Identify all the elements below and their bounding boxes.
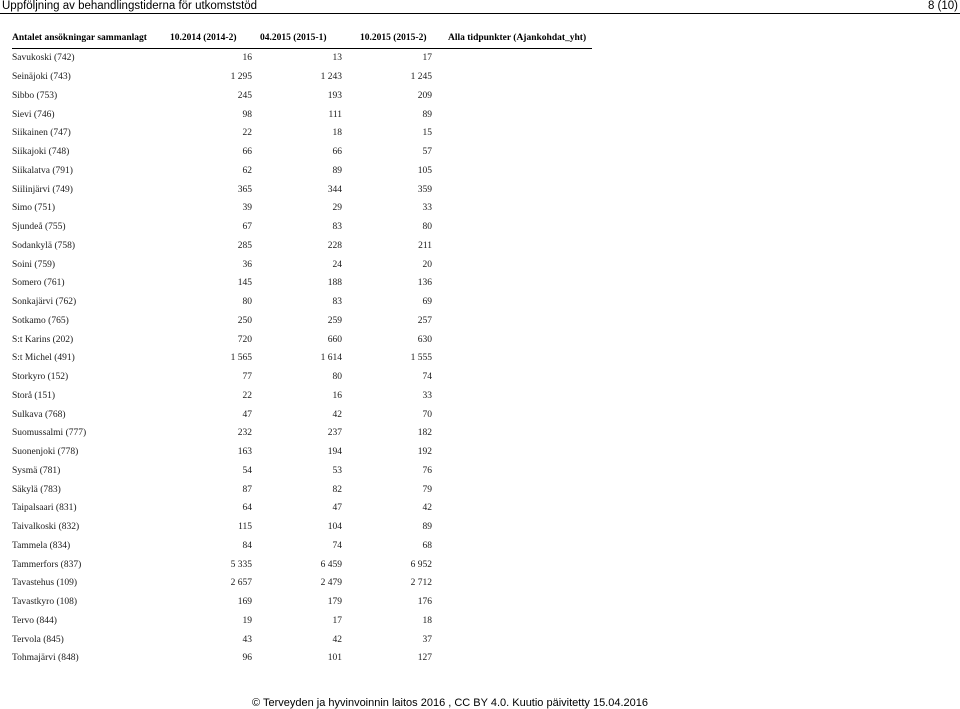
value-cell-2014-2: 87	[242, 484, 252, 495]
table-row	[12, 218, 592, 237]
value-cell-2014-2: 22	[242, 128, 252, 139]
value-cell-2015-1: 101	[327, 653, 342, 664]
value-cell-2015-2: 89	[422, 522, 432, 533]
value-cell-2015-1: 74	[332, 540, 342, 551]
value-cell-2015-2: 359	[417, 184, 432, 195]
table-row	[12, 180, 592, 199]
value-cell-2015-1: 42	[332, 634, 342, 645]
value-cell-all-periods	[432, 312, 592, 331]
value-cell-2015-2: 630	[417, 334, 432, 345]
value-cell-2015-2: 33	[422, 203, 432, 214]
value-cell-2014-2: 64	[242, 503, 252, 514]
value-cell-2014-2: 98	[242, 109, 252, 120]
footer-copyright: © Terveyden ja hyvinvoinnin laitos 2016 , CC BY 4.0. Kuutio päivitetty 15.04.2016	[252, 697, 648, 709]
table-row	[12, 162, 592, 181]
table-row	[12, 649, 592, 668]
municipality-cell: Tammela (834)	[12, 540, 71, 551]
value-cell-2015-2: 70	[422, 409, 432, 420]
value-cell-2014-2: 80	[242, 297, 252, 308]
table-row	[12, 612, 592, 631]
value-cell-2015-2: 79	[422, 484, 432, 495]
value-cell-2015-1: 194	[327, 447, 342, 458]
value-cell-2015-2: 76	[422, 465, 432, 476]
value-cell-2015-1: 104	[327, 522, 342, 533]
value-cell-2014-2: 66	[242, 147, 252, 158]
value-cell-all-periods	[432, 330, 592, 349]
table-row	[12, 537, 592, 556]
value-cell-2014-2: 16	[242, 53, 252, 64]
municipality-cell: Tavastehus (109)	[12, 578, 78, 589]
value-cell-all-periods	[432, 443, 592, 462]
value-cell-2015-2: 257	[417, 315, 432, 326]
value-cell-2014-2: 39	[242, 203, 252, 214]
value-cell-2015-2: 192	[417, 447, 432, 458]
municipality-cell: Soini (759)	[12, 259, 56, 270]
table-row	[12, 68, 592, 87]
value-cell-2015-1: 66	[332, 147, 342, 158]
municipality-cell: Sibbo (753)	[12, 90, 58, 101]
municipality-cell: Siilinjärvi (749)	[12, 184, 73, 195]
value-cell-all-periods	[432, 68, 592, 87]
value-cell-2014-2: 145	[237, 278, 252, 289]
municipality-cell: Sjundeå (755)	[12, 222, 66, 233]
value-cell-2015-1: 53	[332, 465, 342, 476]
value-cell-all-periods	[432, 649, 592, 668]
value-cell-2015-2: 209	[417, 90, 432, 101]
table-row	[12, 293, 592, 312]
value-cell-2015-2: 37	[422, 634, 432, 645]
value-cell-2015-1: 16	[332, 390, 342, 401]
municipality-cell: Taivalkoski (832)	[12, 522, 80, 533]
value-cell-2015-2: 18	[422, 615, 432, 626]
value-cell-2014-2: 84	[242, 540, 252, 551]
municipality-cell: Seinäjoki (743)	[12, 72, 71, 83]
value-cell-2015-2: 15	[422, 128, 432, 139]
table-row	[12, 199, 592, 218]
value-cell-all-periods	[432, 612, 592, 631]
value-cell-2014-2: 1 295	[230, 72, 252, 83]
value-cell-2014-2: 285	[237, 240, 252, 251]
data-table	[12, 28, 592, 668]
table-row	[12, 349, 592, 368]
value-cell-2015-1: 2 479	[320, 578, 342, 589]
table-header-row	[12, 28, 592, 49]
value-cell-2015-2: 6 952	[410, 559, 432, 570]
value-cell-2014-2: 2 657	[230, 578, 252, 589]
value-cell-2015-1: 82	[332, 484, 342, 495]
value-cell-all-periods	[432, 87, 592, 106]
value-cell-2015-2: 20	[422, 259, 432, 270]
municipality-cell: Siikajoki (748)	[12, 147, 70, 158]
municipality-cell: Somero (761)	[12, 278, 65, 289]
value-cell-all-periods	[432, 368, 592, 387]
value-cell-all-periods	[432, 499, 592, 518]
table-row	[12, 405, 592, 424]
table-row	[12, 237, 592, 256]
table-row	[12, 274, 592, 293]
municipality-cell: Siikainen (747)	[12, 128, 71, 139]
value-cell-2014-2: 115	[238, 522, 252, 533]
municipality-cell: Suonenjoki (778)	[12, 447, 79, 458]
municipality-cell: S:t Karins (202)	[12, 334, 74, 345]
value-cell-2015-2: 57	[422, 147, 432, 158]
value-cell-2015-1: 89	[332, 165, 342, 176]
value-cell-2014-2: 245	[237, 90, 252, 101]
value-cell-2015-1: 80	[332, 372, 342, 383]
value-cell-all-periods	[432, 218, 592, 237]
value-cell-all-periods	[432, 49, 592, 68]
value-cell-2015-1: 83	[332, 222, 342, 233]
municipality-cell: Tohmajärvi (848)	[12, 653, 79, 664]
value-cell-2015-1: 13	[332, 53, 342, 64]
value-cell-all-periods	[432, 255, 592, 274]
municipality-cell: Taipalsaari (831)	[12, 503, 77, 514]
page-number: 8 (10)	[927, 0, 958, 12]
value-cell-2014-2: 1 565	[230, 353, 252, 364]
value-cell-2015-1: 228	[327, 240, 342, 251]
value-cell-2015-2: 127	[417, 653, 432, 664]
value-cell-2015-2: 74	[422, 372, 432, 383]
value-cell-2015-2: 105	[417, 165, 432, 176]
value-cell-2014-2: 232	[237, 428, 252, 439]
page-header	[0, 0, 960, 14]
value-cell-2015-1: 29	[332, 203, 342, 214]
value-cell-2014-2: 67	[242, 222, 252, 233]
municipality-cell: Storkyro (152)	[12, 372, 69, 383]
value-cell-all-periods	[432, 162, 592, 181]
value-cell-2015-1: 344	[327, 184, 342, 195]
value-cell-2015-1: 179	[327, 597, 342, 608]
value-cell-2015-2: 182	[417, 428, 432, 439]
municipality-cell: Sotkamo (765)	[12, 315, 69, 326]
table-row	[12, 593, 592, 612]
municipality-cell: Savukoski (742)	[12, 53, 75, 64]
value-cell-2015-1: 188	[327, 278, 342, 289]
table-row	[12, 49, 592, 68]
municipality-cell: S:t Michel (491)	[12, 353, 75, 364]
value-cell-2014-2: 169	[237, 597, 252, 608]
value-cell-all-periods	[432, 555, 592, 574]
table-row	[12, 555, 592, 574]
value-cell-2015-2: 136	[417, 278, 432, 289]
value-cell-2015-2: 33	[422, 390, 432, 401]
value-cell-all-periods	[432, 237, 592, 256]
value-cell-2014-2: 163	[237, 447, 252, 458]
value-cell-2015-2: 80	[422, 222, 432, 233]
value-cell-all-periods	[432, 518, 592, 537]
municipality-cell: Storå (151)	[12, 390, 56, 401]
value-cell-2015-2: 89	[422, 109, 432, 120]
municipality-cell: Siikalatva (791)	[12, 165, 73, 176]
value-cell-all-periods	[432, 387, 592, 406]
municipality-cell: Tervola (845)	[12, 634, 64, 645]
value-cell-2015-1: 193	[327, 90, 342, 101]
value-cell-all-periods	[432, 480, 592, 499]
value-cell-all-periods	[432, 124, 592, 143]
municipality-cell: Tavastkyro (108)	[12, 597, 78, 608]
table-row	[12, 499, 592, 518]
municipality-cell: Sodankylä (758)	[12, 240, 76, 251]
value-cell-all-periods	[432, 180, 592, 199]
table-row	[12, 87, 592, 106]
municipality-cell: Suomussalmi (777)	[12, 428, 87, 439]
value-cell-2015-2: 1 555	[410, 353, 432, 364]
value-cell-2015-1: 17	[332, 615, 342, 626]
value-cell-2014-2: 5 335	[230, 559, 252, 570]
table-row	[12, 424, 592, 443]
municipality-cell: Tammerfors (837)	[12, 559, 82, 570]
value-cell-all-periods	[432, 274, 592, 293]
table-body	[12, 49, 592, 668]
value-cell-2015-2: 2 712	[410, 578, 432, 589]
table-row	[12, 480, 592, 499]
value-cell-2015-2: 211	[418, 240, 432, 251]
table-row	[12, 124, 592, 143]
value-cell-2014-2: 720	[237, 334, 252, 345]
header-divider	[0, 13, 960, 14]
column-header-2015-2: 10.2015 (2015-2)	[342, 28, 432, 49]
table-row	[12, 312, 592, 331]
value-cell-all-periods	[432, 199, 592, 218]
value-cell-all-periods	[432, 574, 592, 593]
municipality-cell: Sysmä (781)	[12, 465, 61, 476]
table-row	[12, 105, 592, 124]
column-header-all-periods: Alla tidpunkter (Ajankohdat_yht)	[432, 28, 592, 49]
municipality-cell: Säkylä (783)	[12, 484, 61, 495]
value-cell-2015-1: 83	[332, 297, 342, 308]
table-row	[12, 330, 592, 349]
table-row	[12, 368, 592, 387]
value-cell-2014-2: 250	[237, 315, 252, 326]
value-cell-2015-1: 6 459	[320, 559, 342, 570]
report-title: Uppföljning av behandlingstiderna för utkomststöd	[2, 0, 258, 12]
table-row	[12, 443, 592, 462]
value-cell-all-periods	[432, 405, 592, 424]
value-cell-2015-1: 237	[327, 428, 342, 439]
value-cell-2015-2: 68	[422, 540, 432, 551]
value-cell-2014-2: 54	[242, 465, 252, 476]
value-cell-2014-2: 47	[242, 409, 252, 420]
column-header-2014-2: 10.2014 (2014-2)	[170, 28, 252, 49]
value-cell-2015-2: 17	[422, 53, 432, 64]
value-cell-all-periods	[432, 593, 592, 612]
value-cell-2014-2: 365	[237, 184, 252, 195]
value-cell-2015-2: 1 245	[410, 72, 432, 83]
value-cell-2014-2: 62	[242, 165, 252, 176]
value-cell-all-periods	[432, 424, 592, 443]
value-cell-2015-1: 1 614	[320, 353, 342, 364]
table-row	[12, 518, 592, 537]
value-cell-2015-1: 259	[327, 315, 342, 326]
value-cell-2015-1: 1 243	[320, 72, 342, 83]
value-cell-2014-2: 43	[242, 634, 252, 645]
municipality-cell: Sievi (746)	[12, 109, 55, 120]
value-cell-all-periods	[432, 349, 592, 368]
table-row	[12, 387, 592, 406]
municipality-cell: Sonkajärvi (762)	[12, 297, 77, 308]
municipality-cell: Simo (751)	[12, 203, 56, 214]
table-row	[12, 143, 592, 162]
value-cell-2014-2: 36	[242, 259, 252, 270]
value-cell-2014-2: 77	[242, 372, 252, 383]
table-row	[12, 630, 592, 649]
value-cell-2015-2: 42	[422, 503, 432, 514]
value-cell-all-periods	[432, 630, 592, 649]
value-cell-all-periods	[432, 143, 592, 162]
value-cell-all-periods	[432, 537, 592, 556]
value-cell-2015-1: 660	[327, 334, 342, 345]
column-header-measure: Antalet ansökningar sammanlagt	[12, 28, 170, 49]
value-cell-2015-1: 111	[328, 109, 342, 120]
value-cell-all-periods	[432, 105, 592, 124]
value-cell-2014-2: 96	[242, 653, 252, 664]
table-row	[12, 462, 592, 481]
value-cell-2015-1: 42	[332, 409, 342, 420]
table-row	[12, 574, 592, 593]
table-row	[12, 255, 592, 274]
value-cell-all-periods	[432, 293, 592, 312]
value-cell-all-periods	[432, 462, 592, 481]
value-cell-2015-1: 18	[332, 128, 342, 139]
value-cell-2015-1: 47	[332, 503, 342, 514]
value-cell-2014-2: 19	[242, 615, 252, 626]
value-cell-2014-2: 22	[242, 390, 252, 401]
value-cell-2015-1: 24	[332, 259, 342, 270]
column-header-2015-1: 04.2015 (2015-1)	[252, 28, 342, 49]
municipality-cell: Sulkava (768)	[12, 409, 66, 420]
value-cell-2015-2: 176	[417, 597, 432, 608]
value-cell-2015-2: 69	[422, 297, 432, 308]
municipality-cell: Tervo (844)	[12, 615, 57, 626]
